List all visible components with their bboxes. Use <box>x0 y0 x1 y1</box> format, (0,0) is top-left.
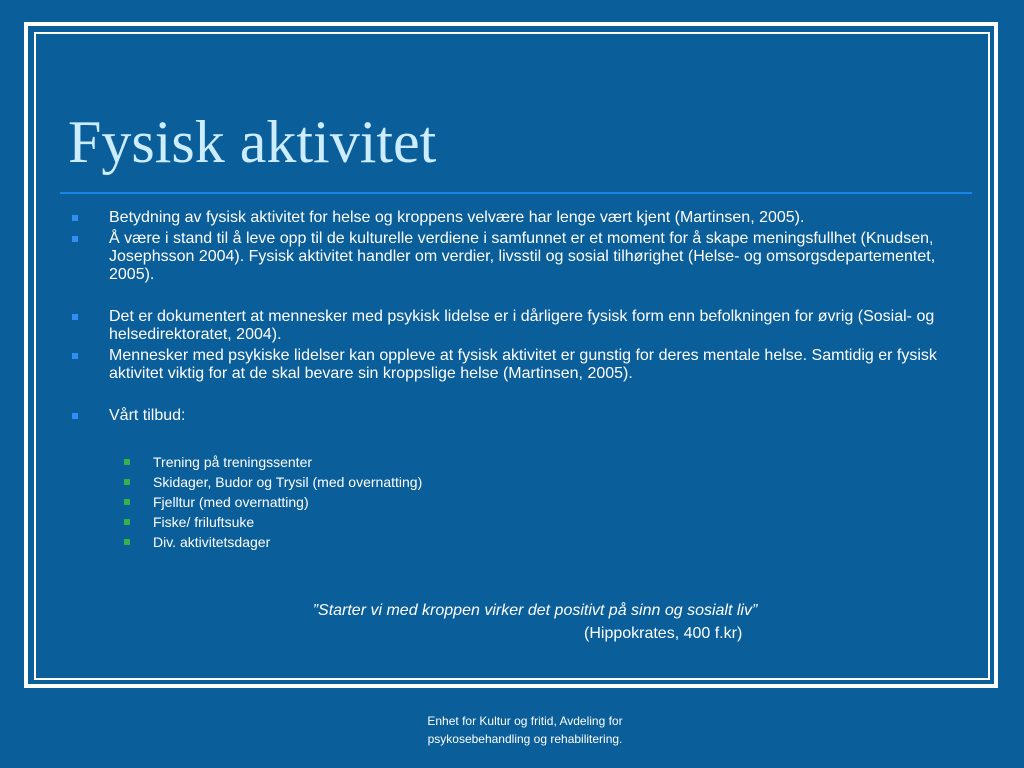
sub-bullet-item <box>70 512 950 532</box>
bullet-square-icon <box>72 236 78 242</box>
bullet-item <box>70 209 950 227</box>
sub-bullet-text: Fjelltur (med overnatting) <box>153 494 309 510</box>
sub-bullet-item <box>70 472 950 492</box>
slide-footer <box>390 712 660 748</box>
bullet-square-icon <box>72 353 78 359</box>
bullet-item <box>70 347 950 383</box>
footer-line: Enhet for Kultur og fritid, Avdeling for <box>427 714 623 728</box>
sub-bullet-square-icon <box>124 519 130 525</box>
bullet-item <box>70 308 950 344</box>
sub-bullet-square-icon <box>124 539 130 545</box>
bullet-text: Mennesker med psykiske lidelser kan oppleve at fysisk aktivitet er gunstig for deres mentale helse. Samtidig er fysisk aktivitet viktig for at de skal bevare sin kroppslige helse (Martinsen, 2005). <box>109 347 937 382</box>
sub-bullet-item <box>70 532 950 552</box>
slide-body <box>70 209 950 552</box>
bullet-square-icon <box>72 215 78 221</box>
quote-text: ”Starter vi med kroppen virker det positivt på sinn og sosialt liv” <box>312 602 758 619</box>
slide-title: Fysisk aktivitet <box>68 109 437 175</box>
sub-bullet-text: Div. aktivitetsdager <box>153 534 271 550</box>
bullet-text: Det er dokumentert at mennesker med psykisk lidelse er i dårligere fysisk form enn befolkningen for øvrig (Sosial- og helsedirektoratet, 2004). <box>109 308 935 343</box>
bullet-square-icon <box>72 413 78 419</box>
bullet-item <box>70 407 950 425</box>
quote-attribution: (Hippokrates, 400 f.kr) <box>584 625 743 642</box>
sub-bullet-square-icon <box>124 479 130 485</box>
sub-bullet-text: Fiske/ friluftsuke <box>153 514 255 530</box>
bullet-item <box>70 230 950 284</box>
bullet-text: Vårt tilbud: <box>109 407 186 424</box>
bullet-square-icon <box>72 314 78 320</box>
sub-bullet-text: Skidager, Budor og Trysil (med overnatting) <box>153 474 423 490</box>
sub-bullet-item <box>70 452 950 472</box>
sub-bullet-item <box>70 492 950 512</box>
sub-bullet-square-icon <box>124 499 130 505</box>
bullet-text: Betydning av fysisk aktivitet for helse og kroppens velvære har lenge vært kjent (Martinsen, 2005). <box>109 209 805 226</box>
footer-line: psykosebehandling og rehabilitering. <box>427 732 623 746</box>
sub-bullet-text: Trening på treningssenter <box>153 454 313 470</box>
sub-bullet-square-icon <box>124 459 130 465</box>
bullet-text: Å være i stand til å leve opp til de kulturelle verdiene i samfunnet er et moment for å skape meningsfullhet (Knudsen, Josephsson 2004). Fysisk aktivitet handler om verdier, livsstil og sosial tilhørighet (Helse- og omsorgsdepartementet, 2005). <box>109 230 936 283</box>
title-divider <box>60 192 972 194</box>
